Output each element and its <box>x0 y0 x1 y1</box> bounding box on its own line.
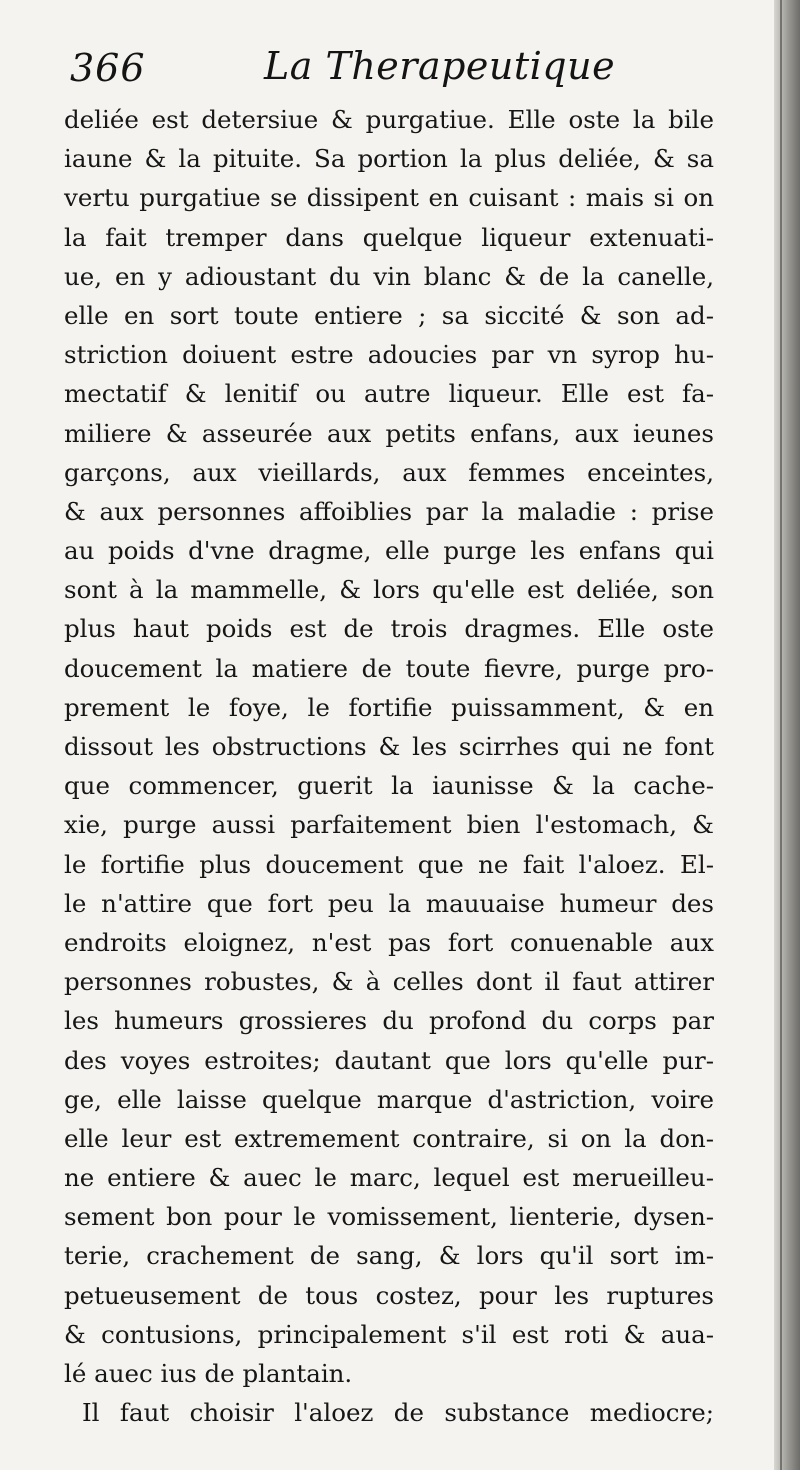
text-line: petueusement de tous costez, pour les ruptures <box>64 1280 714 1310</box>
text-line: endroits eloignez, n'est pas fort conuenable aux <box>64 927 714 957</box>
text-line: la fait tremper dans quelque liqueur extenuati- <box>64 222 714 252</box>
text-line: ne entiere & auec le marc, lequel est merueilleu- <box>64 1163 714 1193</box>
text-line: le fortifie plus doucement que ne fait l'aloez. El- <box>64 849 714 879</box>
text-line: & aux personnes affoiblies par la maladie : prise <box>64 496 714 526</box>
text-line: & contusions, principalement s'il est roti & aua- <box>64 1319 714 1349</box>
text-line: vertu purgatiue se dissipent en cuisant : mais si on <box>64 183 714 213</box>
page-number: 366 <box>70 46 146 90</box>
text-line: des voyes estroites; dautant que lors qu'elle pur- <box>64 1045 714 1075</box>
text-line: lé auec ius de plantain. <box>64 1359 353 1388</box>
page-header <box>68 42 728 98</box>
text-line: elle en sort toute entiere ; sa siccité & son ad- <box>64 300 714 330</box>
text-line: doucement la matiere de toute fievre, purge pro- <box>64 653 714 683</box>
page-edge-line <box>780 0 782 1470</box>
text-line: terie, crachement de sang, & lors qu'il sort im- <box>64 1241 714 1271</box>
running-title: La Therapeutique <box>264 44 616 88</box>
text-line: ue, en y adioustant du vin blanc & de la canelle, <box>64 261 714 291</box>
text-line: dissout les obstructions & les scirrhes qui ne font <box>64 732 714 761</box>
text-line: garçons, aux vieillards, aux femmes enceintes, <box>64 457 714 487</box>
text-line: mectatif & lenitif ou autre liqueur. Elle est fa- <box>64 379 714 409</box>
text-line: que commencer, guerit la iaunisse & la cache- <box>64 771 714 801</box>
text-line: personnes robustes, & à celles dont il faut attirer <box>64 967 714 997</box>
text-line: ge, elle laisse quelque marque d'astriction, voire <box>64 1084 714 1114</box>
text-line: Il faut choisir l'aloez de substance mediocre; <box>82 1398 714 1428</box>
text-line: sement bon pour le vomissement, lienterie, dysen- <box>64 1202 714 1232</box>
text-line: prement le foye, le fortifie puissamment, & en <box>64 692 714 722</box>
text-line: au poids d'vne dragme, elle purge les enfans qui <box>64 536 714 566</box>
text-line: miliere & asseurée aux petits enfans, aux ieunes <box>64 418 714 448</box>
body-text <box>64 100 714 1432</box>
page-edge-shadow <box>774 0 800 1470</box>
text-line: iaune & la pituite. Sa portion la plus deliée, & sa <box>64 144 714 174</box>
text-line: le n'attire que fort peu la mauuaise humeur des <box>64 888 714 918</box>
text-line: sont à la mammelle, & lors qu'elle est deliée, son <box>64 575 714 605</box>
text-line: deliée est detersiue & purgatiue. Elle oste la bile <box>64 105 714 134</box>
text-line: plus haut poids est de trois dragmes. Elle oste <box>64 614 714 644</box>
text-line: xie, purge aussi parfaitement bien l'estomach, & <box>64 810 714 840</box>
text-line: les humeurs grossieres du profond du corps par <box>64 1006 714 1036</box>
text-line: striction doiuent estre adoucies par vn syrop hu- <box>64 340 714 370</box>
text-line: elle leur est extremement contraire, si on la don- <box>64 1123 714 1153</box>
